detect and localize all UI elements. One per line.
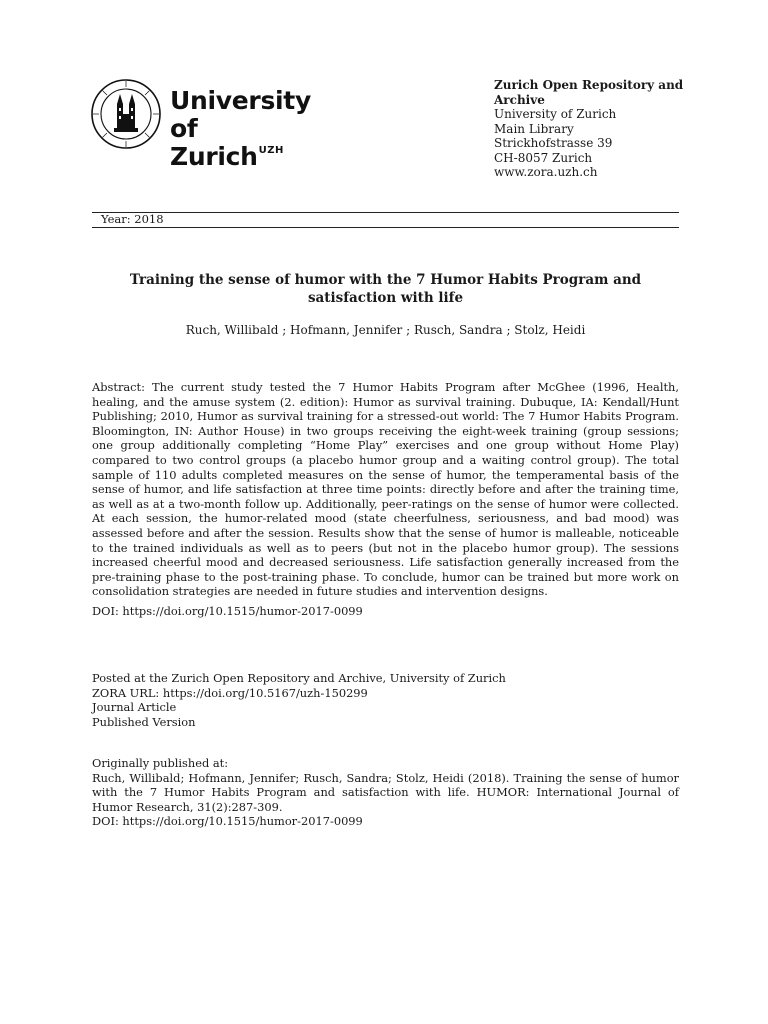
- logo-superscript: UZH: [258, 145, 284, 156]
- repository-university: University of Zurich: [494, 107, 617, 121]
- paper-authors: Ruch, Willibald ; Hofmann, Jennifer ; Rusch, Sandra ; Stolz, Heidi: [185, 323, 586, 337]
- repository-city: CH-8057 Zurich: [494, 150, 593, 165]
- paper-title: Training the sense of humor with the 7 Humor Habits Program and satisfaction with life: [129, 272, 642, 306]
- citation: Ruch, Willibald; Hofmann, Jennifer; Rusch, Sandra; Stolz, Heidi (2018). Training the sense of humor with the 7 Humor Habits Program and satisfaction with life. HUMOR: International Journal of Humor Research, 31(2):287-309.: [92, 770, 679, 814]
- repository-website[interactable]: www.zora.uzh.ch: [494, 165, 598, 179]
- logo-line1: University of: [170, 86, 311, 143]
- posted-info: [92, 671, 679, 729]
- original-publication: [92, 756, 679, 829]
- publication-year: Year: 2018: [101, 212, 164, 226]
- original-doi[interactable]: DOI: https://doi.org/10.1515/humor-2017-0099: [92, 814, 363, 829]
- publication-type: Journal Article: [92, 700, 177, 715]
- university-seal-icon: [90, 78, 162, 150]
- bottom-divider: [92, 227, 679, 228]
- publication-version: Published Version: [92, 714, 196, 729]
- logo-line2: Zurich: [170, 142, 258, 171]
- logo-wordmark: [170, 87, 330, 171]
- abstract: Abstract: The current study tested the 7 Humor Habits Program after McGhee (1996, Health, healing, and the amuse system (2. edition): Humor as survival training. Dubuque, IA: Kendall/Hunt Publishing; 2010, Humor as survival training for a stressed-out world: The 7 Humor Habits Program. Bloomington, IN: Author House) in two groups receiving the eight-week training (group sessions; one group additionally completing “Home Play” exercises and one group without Home Play) compared to two control groups (a placebo humor group and a waiting control group). The total sample of 110 adults completed measures on the sense of humor, the temperamental basis of the sense of humor, and life satisfaction at three time points: directly before and after the training time, as well as at a two-month follow up. Additionally, peer-ratings on the sense of humor were collected. At each session, the humor-related mood (state cheerfulness, seriousness, and bad mood) was assessed before and after the session. Results show that the sense of humor is malleable, noticeable to the trained individuals as well as to peers (but not in the placebo humor group). The sessions increased cheerful mood and decreased seriousness. Life satisfaction generally increased from the pre-training phase to the post-training phase. To conclude, humor can be trained but more work on consolidation strategies are needed in future studies and intervention designs.: [92, 380, 679, 599]
- posted-line: Posted at the Zurich Open Repository and Archive, University of Zurich: [92, 671, 506, 685]
- university-logo: [90, 78, 330, 171]
- original-heading: Originally published at:: [92, 756, 229, 770]
- repository-street: Strickhofstrasse 39: [494, 136, 613, 150]
- repository-title: Zurich Open Repository and Archive: [494, 78, 684, 107]
- repository-address: [494, 78, 714, 180]
- top-divider: [92, 212, 679, 213]
- zora-url[interactable]: ZORA URL: https://doi.org/10.5167/uzh-150299: [92, 685, 368, 700]
- repository-library: Main Library: [494, 121, 574, 136]
- doi-link[interactable]: DOI: https://doi.org/10.1515/humor-2017-0099: [92, 604, 363, 618]
